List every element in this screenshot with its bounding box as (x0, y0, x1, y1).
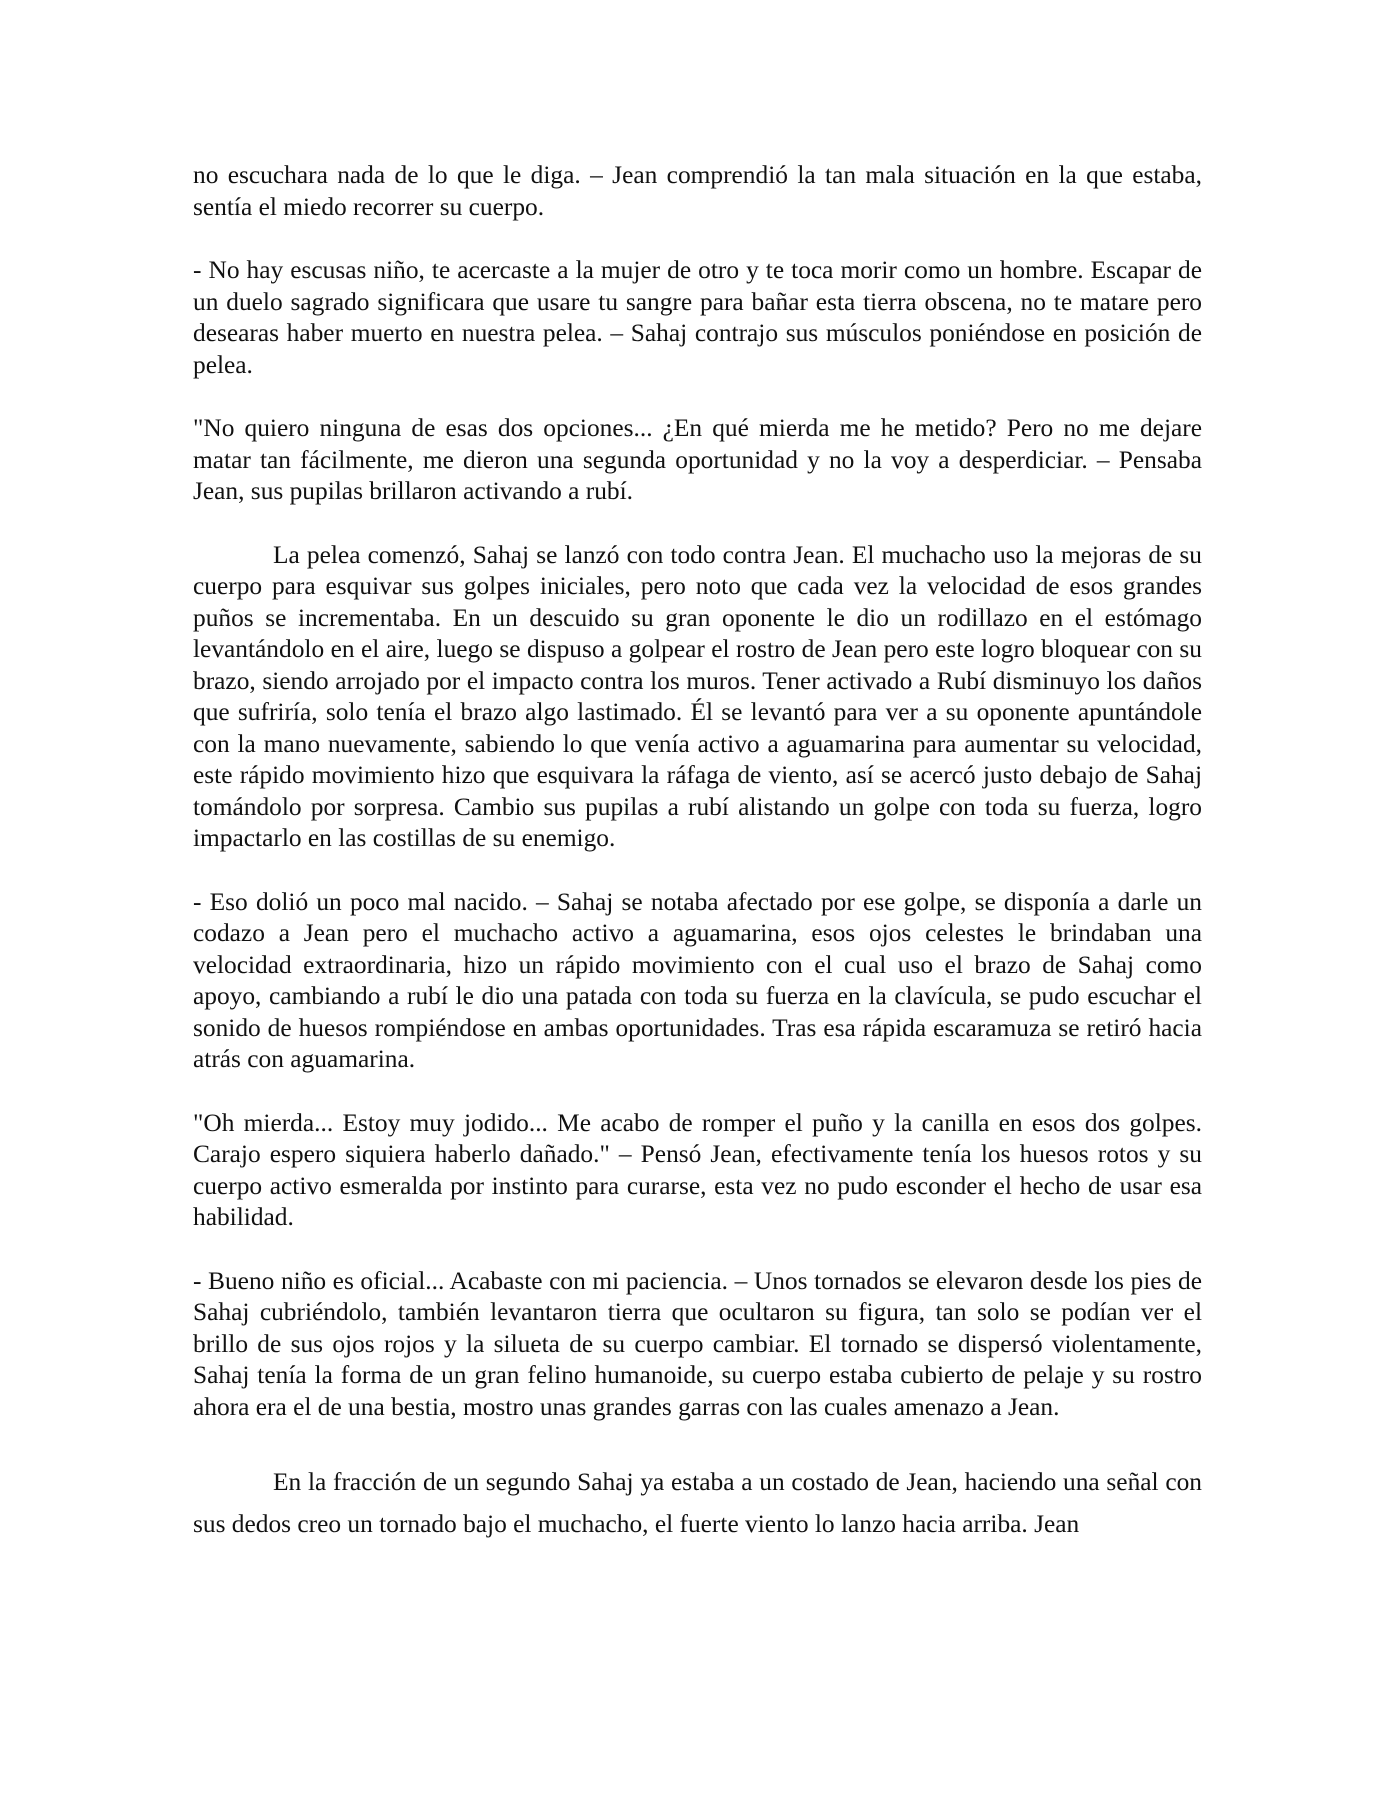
paragraph-8: En la fracción de un segundo Sahaj ya estaba a un costado de Jean, haciendo una señal con sus dedos creo un tornado bajo el muchacho, el fuerte viento lo lanzo hacia arriba. Jean (193, 1468, 1202, 1538)
paragraph-3: "No quiero ninguna de esas dos opciones... ¿En qué mierda me he metido? Pero no me dejare matar tan fácilmente, me dieron una segunda oportunidad y no la voy a desperdiciar. – Pensaba Jean, sus pupilas brillaron activando a rubí. (193, 414, 1202, 505)
paragraph-4: La pelea comenzó, Sahaj se lanzó con todo contra Jean. El muchacho uso la mejoras de su cuerpo para esquivar sus golpes iniciales, pero noto que cada vez la velocidad de esos grandes puños se incrementaba. En un descuido su gran oponente le dio un rodillazo en el estómago levantándolo en el aire, luego se dispuso a golpear el rostro de Jean pero este logro bloquear con su brazo, siendo arrojado por el impacto contra los muros. Tener activado a Rubí disminuyo los daños que sufriría, solo tenía el brazo algo lastimado. Él se levantó para ver a su oponente apuntándole con la mano nuevamente, sabiendo lo que venía activo a aguamarina para aumentar su velocidad, este rápido movimiento hizo que esquivara la ráfaga de viento, así se acercó justo debajo de Sahaj tomándolo por sorpresa. Cambio sus pupilas a rubí alistando un golpe con toda su fuerza, logro impactarlo en las costillas de su enemigo. (193, 540, 1202, 852)
paragraph-2: - No hay escusas niño, te acercaste a la mujer de otro y te toca morir como un hombre. Escapar de un duelo sagrado significara que usare tu sangre para bañar esta tierra obscena, no te matare pero desearas haber muerto en nuestra pelea. – Sahaj contrajo sus músculos poniéndose en posición de pelea. (193, 256, 1202, 379)
paragraph-6: "Oh mierda... Estoy muy jodido... Me acabo de romper el puño y la canilla en esos dos golpes. Carajo espero siquiera haberlo dañado." – Pensó Jean, efectivamente tenía los huesos rotos y su cuerpo activo esmeralda por instinto para curarse, esta vez no pudo esconder el hecho de usar esa habilidad. (193, 1108, 1202, 1231)
document-page (193, 160, 1202, 1545)
paragraph-7: - Bueno niño es oficial... Acabaste con mi paciencia. – Unos tornados se elevaron desde los pies de Sahaj cubriéndolo, también levantaron tierra que ocultaron su figura, tan solo se podían ver el brillo de sus ojos rojos y la silueta de su cuerpo cambiar. El tornado se dispersó violentamente, Sahaj tenía la forma de un gran felino humanoide, su cuerpo estaba cubierto de pelaje y su rostro ahora era el de una bestia, mostro unas grandes garras con las cuales amenazo a Jean. (193, 1266, 1202, 1421)
paragraph-5: - Eso dolió un poco mal nacido. – Sahaj se notaba afectado por ese golpe, se disponía a darle un codazo a Jean pero el muchacho activo a aguamarina, esos ojos celestes le brindaban una velocidad extraordinaria, hizo un rápido movimiento con el cual uso el brazo de Sahaj como apoyo, cambiando a rubí le dio una patada con toda su fuerza en la clavícula, se pudo escuchar el sonido de huesos rompiéndose en ambas oportunidades. Tras esa rápida escaramuza se retiró hacia atrás con aguamarina. (193, 887, 1202, 1073)
paragraph-1: no escuchara nada de lo que le diga. – Jean comprendió la tan mala situación en la que estaba, sentía el miedo recorrer su cuerpo. (193, 161, 1202, 221)
